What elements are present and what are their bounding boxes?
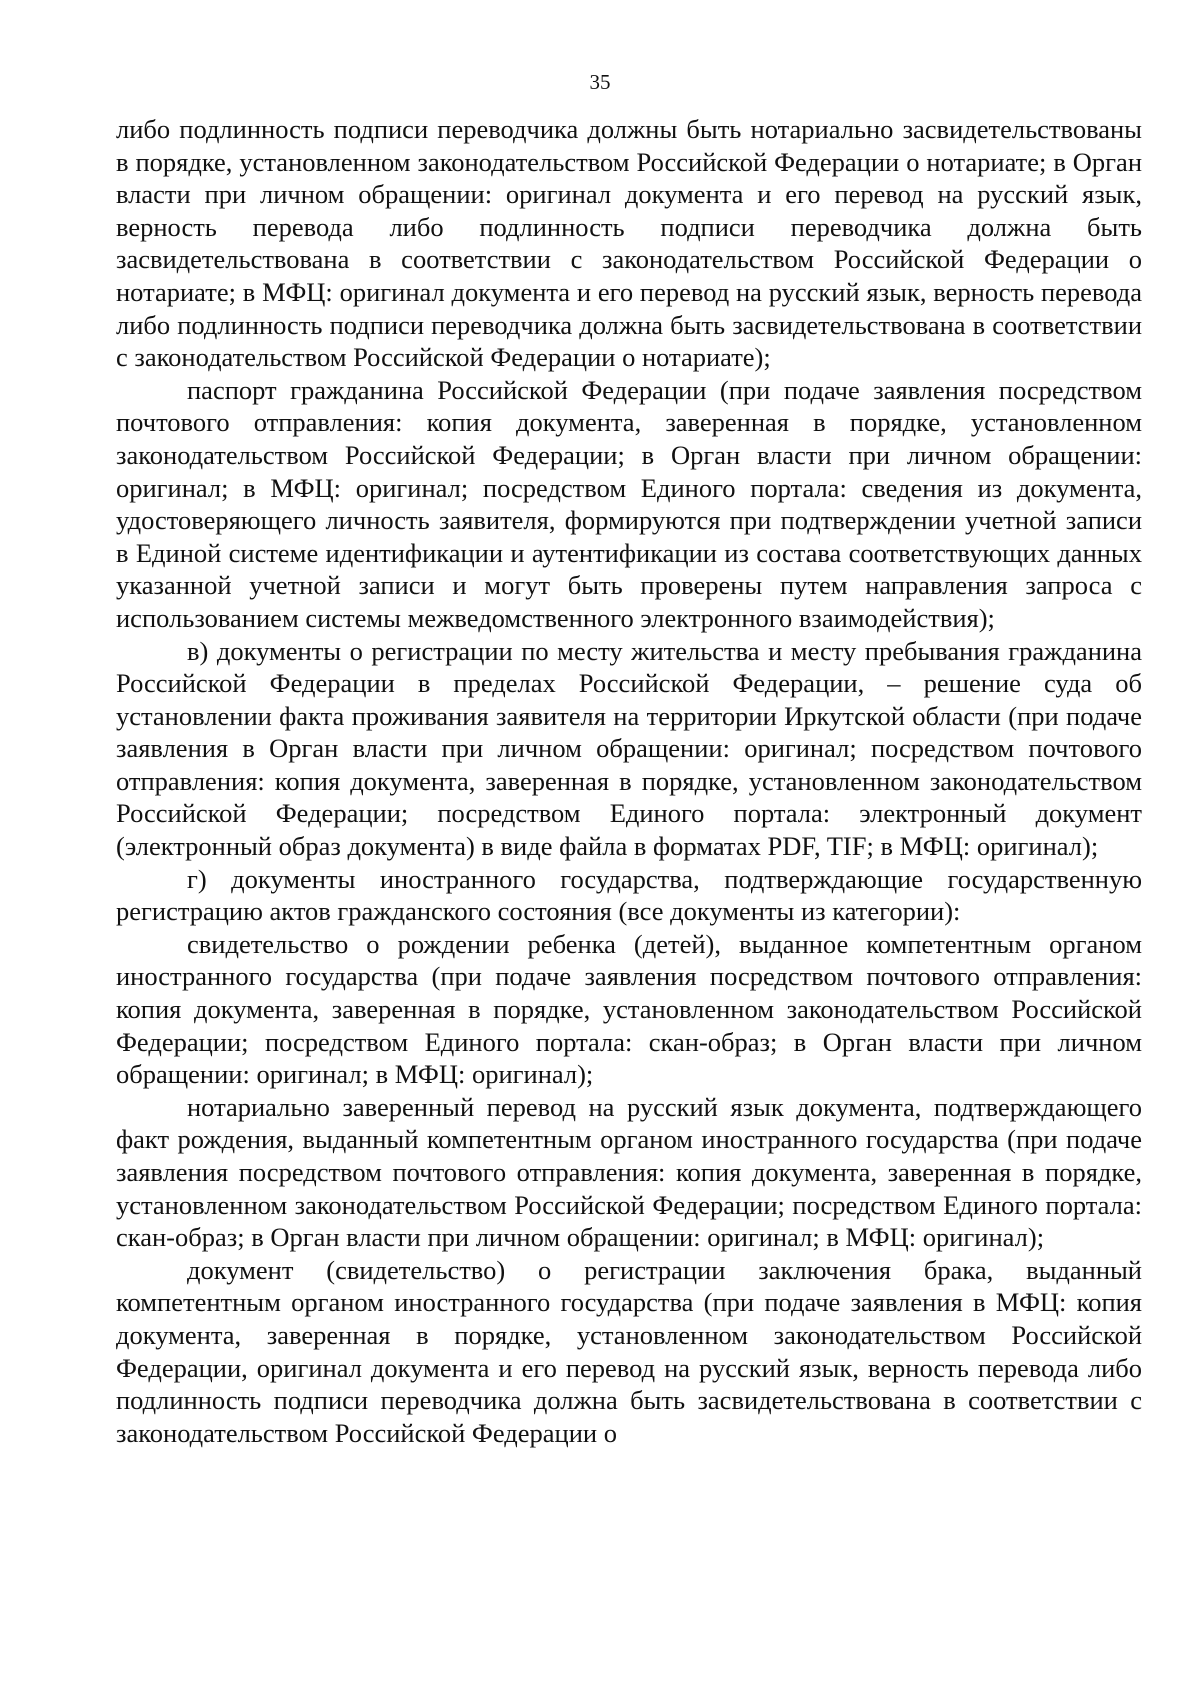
paragraph-item-g: г) документы иностранного государства, подтверждающие государственную регистрацию актов гражданского состояния (все документы из категории): [116,863,1142,927]
page-number: 35 [589,70,611,94]
paragraph-passport: паспорт гражданина Российской Федерации (при подаче заявления посредством почтового отправления: копия документа, заверенная в порядке, установленном законодательством Российской Федерации; в Орган власти при личном обращении: оригинал; в МФЦ: оригинал; посредством Единого портала: сведения из документа, удостоверяющего личность заявителя, формируются при подтверждении учетной записи в Единой системе идентификации и аутентификации из состава соответствующих данных указанной учетной записи и могут быть проверены путем направления запроса с использованием системы межведомственного электронного взаимодействия); [116,374,1142,633]
paragraph-continuation: либо подлинность подписи переводчика должны быть нотариально засвидетельствованы в порядке, установленном законодательством Российской Федерации о нотариате; в Орган власти при личном обращении: оригинал документа и его перевод на русский язык, верность перевода либо подлинность подписи переводчика должна быть засвидетельствована в соответствии с законодательством Российской Федерации о нотариате; в МФЦ: оригинал документа и его перевод на русский язык, верность перевода либо подлинность подписи переводчика должна быть засвидетельствована в соответствии с законодательством Российской Федерации о нотариате); [116,114,1142,373]
paragraph-item-v: в) документы о регистрации по месту жительства и месту пребывания гражданина Российской Федерации в пределах Российской Федерации, – решение суда об установлении факта проживания заявителя на территории Иркутской области (при подаче заявления в Орган власти при личном обращении: оригинал; посредством почтового отправления: копия документа, заверенная в порядке, установленном законодательством Российской Федерации; посредством Единого портала: электронный документ (электронный образ документа) в виде файла в форматах PDF, TIF; в МФЦ: оригинал); [116,635,1142,862]
paragraph-notarized-translation: нотариально заверенный перевод на русский язык документа, подтверждающего факт рождения, выданный компетентным органом иностранного государства (при подаче заявления посредством почтового отправления: копия документа, заверенная в порядке, установленном законодательством Российской Федерации; посредством Единого портала: скан-образ; в Орган власти при личном обращении: оригинал; в МФЦ: оригинал); [116,1091,1142,1253]
paragraph-birth-certificate: свидетельство о рождении ребенка (детей), выданное компетентным органом иностранного государства (при подаче заявления посредством почтового отправления: копия документа, заверенная в порядке, установленном законодательством Российской Федерации; посредством Единого портала: скан-образ; в Орган власти при личном обращении: оригинал; в МФЦ: оригинал); [116,928,1142,1090]
paragraph-marriage-certificate: документ (свидетельство) о регистрации заключения брака, выданный компетентным органом иностранного государства (при подаче заявления в МФЦ: копия документа, заверенная в порядке, установленном законодательством Российской Федерации, оригинал документа и его перевод на русский язык, верность перевода либо подлинность подписи переводчика должна быть засвидетельствована в соответствии с законодательством Российской Федерации о [116,1254,1142,1448]
document-body [116,113,1142,1449]
